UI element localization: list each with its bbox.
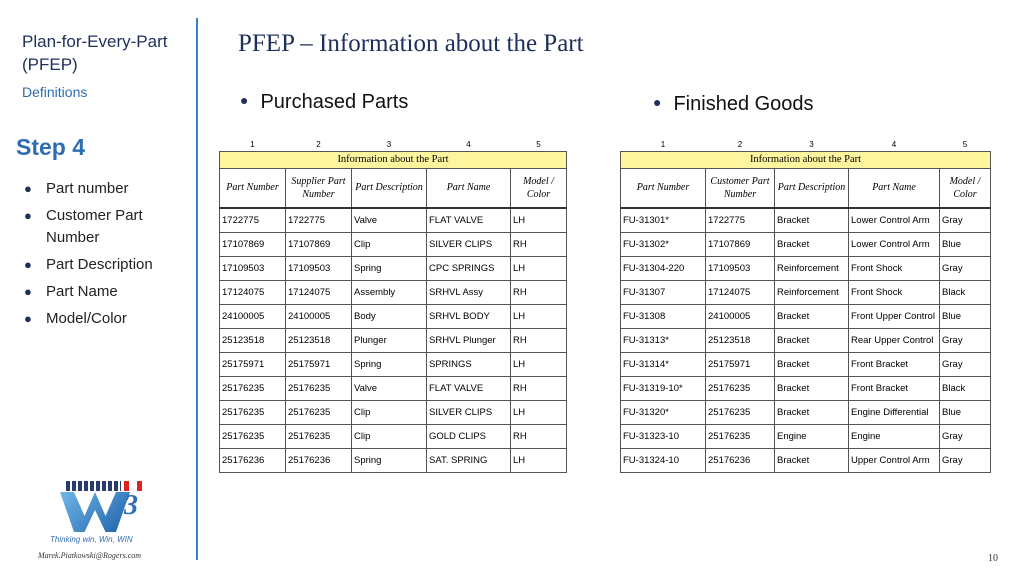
- table-cell: Plunger: [352, 328, 427, 352]
- table-row: [621, 448, 991, 472]
- table-row: [220, 400, 567, 424]
- left-panel: [0, 0, 197, 579]
- finished-goods-table: [620, 139, 991, 473]
- list-item-label: Customer Part Number: [46, 207, 143, 246]
- table-row: [621, 280, 991, 304]
- table-cell: FU-31323-10: [621, 424, 706, 448]
- table-cell: Spring: [352, 352, 427, 376]
- table-cell: LH: [511, 304, 567, 328]
- column-number: 1: [660, 140, 666, 150]
- table-cell: 25176235: [706, 376, 775, 400]
- author-email: Marek.Piatkowski@Rogers.com: [38, 551, 142, 560]
- step-label: Step 4: [16, 134, 86, 160]
- table-cell: SILVER CLIPS: [427, 400, 511, 424]
- table-cell: FU-31304-220: [621, 256, 706, 280]
- table-cell: FLAT VALVE: [427, 376, 511, 400]
- table-cell: SRHVL Plunger: [427, 328, 511, 352]
- definition-list: [22, 178, 194, 335]
- logo-3-mark: 3: [124, 490, 138, 521]
- table-cell: SILVER CLIPS: [427, 232, 511, 256]
- column-header: Part Description: [352, 168, 427, 208]
- table-row: [621, 376, 991, 400]
- table-row: [621, 424, 991, 448]
- table-cell: Rear Upper Control: [849, 328, 940, 352]
- column-number-row: [621, 139, 991, 151]
- table-row: [220, 232, 567, 256]
- table-row: [220, 328, 567, 352]
- column-number: 4: [891, 140, 897, 150]
- group-header-row: [220, 151, 567, 168]
- table-cell: Front Bracket: [849, 352, 940, 376]
- table-cell: 1722775: [706, 208, 775, 232]
- table-cell: Bracket: [775, 208, 849, 232]
- deck-subtitle: Definitions: [22, 84, 88, 100]
- column-header: Model / Color: [511, 168, 567, 208]
- table-cell: 17109503: [286, 256, 352, 280]
- deck-title: Plan-for-Every-Part (PFEP): [22, 32, 168, 74]
- table-cell: SAT. SPRING: [427, 448, 511, 472]
- table-cell: 17107869: [706, 232, 775, 256]
- table-cell: CPC SPRINGS: [427, 256, 511, 280]
- column-header: Part Description: [775, 168, 849, 208]
- table-cell: Bracket: [775, 352, 849, 376]
- group-header: Information about the Part: [621, 151, 991, 168]
- table-row: [220, 424, 567, 448]
- bullet-icon: ●: [24, 208, 32, 223]
- table-cell: SRHVL Assy: [427, 280, 511, 304]
- column-header-row: [220, 168, 567, 208]
- table-cell: 1722775: [286, 208, 352, 232]
- table-row: [621, 256, 991, 280]
- w-logo-icon: [60, 492, 130, 532]
- page-number: 10: [988, 553, 998, 564]
- table-cell: Front Shock: [849, 280, 940, 304]
- table-cell: Assembly: [352, 280, 427, 304]
- table-cell: RH: [511, 280, 567, 304]
- table-cell: 17107869: [286, 232, 352, 256]
- section-heading-label: Finished Goods: [673, 93, 814, 115]
- list-item-label: Part number: [46, 180, 129, 197]
- list-item-label: Part Name: [46, 283, 118, 300]
- table-cell: 17107869: [220, 232, 286, 256]
- table-cell: Reinforcement: [775, 256, 849, 280]
- table-cell: SPRINGS: [427, 352, 511, 376]
- table-cell: FU-31307: [621, 280, 706, 304]
- table-row: [220, 448, 567, 472]
- column-header: Part Name: [849, 168, 940, 208]
- table-cell: Engine: [775, 424, 849, 448]
- table-cell: GOLD CLIPS: [427, 424, 511, 448]
- column-number: 4: [466, 140, 471, 150]
- table-cell: Clip: [352, 424, 427, 448]
- bullet-icon: ●: [653, 94, 662, 110]
- table-row: [220, 208, 567, 232]
- column-number: 2: [737, 140, 743, 150]
- table-row: [220, 304, 567, 328]
- table-cell: Blue: [940, 232, 991, 256]
- table-cell: 25176235: [706, 400, 775, 424]
- table-cell: FU-31308: [621, 304, 706, 328]
- table-cell: SRHVL BODY: [427, 304, 511, 328]
- table-cell: 17124075: [220, 280, 286, 304]
- table-cell: 17109503: [220, 256, 286, 280]
- table-cell: RH: [511, 424, 567, 448]
- table-cell: Reinforcement: [775, 280, 849, 304]
- table-cell: Gray: [940, 328, 991, 352]
- table-cell: Bracket: [775, 400, 849, 424]
- table-cell: FU-31319-10*: [621, 376, 706, 400]
- table-cell: 25176235: [286, 400, 352, 424]
- table-cell: FU-31324-10: [621, 448, 706, 472]
- column-number: 3: [386, 140, 392, 150]
- group-header-row: [621, 151, 991, 168]
- table-cell: 25175971: [220, 352, 286, 376]
- table-cell: LH: [511, 400, 567, 424]
- table-cell: FU-31320*: [621, 400, 706, 424]
- table-cell: Body: [352, 304, 427, 328]
- table-cell: 25176236: [286, 448, 352, 472]
- table-cell: Blue: [940, 304, 991, 328]
- table-cell: Valve: [352, 208, 427, 232]
- table-cell: Bracket: [775, 232, 849, 256]
- table-cell: 25176235: [706, 424, 775, 448]
- column-header: Part Number: [621, 168, 706, 208]
- table-cell: FU-31314*: [621, 352, 706, 376]
- table-cell: 25176236: [706, 448, 775, 472]
- table-cell: Spring: [352, 256, 427, 280]
- table-cell: 25176235: [286, 424, 352, 448]
- table-row: [220, 352, 567, 376]
- column-number: 3: [809, 140, 814, 150]
- list-item: [22, 205, 194, 249]
- table-row: [621, 208, 991, 232]
- page-title: PFEP – Information about the Part: [238, 30, 584, 57]
- column-number-row: [220, 139, 567, 151]
- table-row: [621, 400, 991, 424]
- bullet-icon: ●: [24, 257, 32, 272]
- table-cell: Spring: [352, 448, 427, 472]
- table-row: [220, 256, 567, 280]
- table-cell: 25175971: [286, 352, 352, 376]
- bullet-icon: ●: [24, 181, 32, 196]
- list-item: [22, 254, 194, 276]
- table-row: [621, 232, 991, 256]
- table-cell: 25176236: [220, 448, 286, 472]
- table-row: [621, 328, 991, 352]
- table-cell: Clip: [352, 232, 427, 256]
- list-item-label: Model/Color: [46, 310, 127, 327]
- table-cell: FU-31313*: [621, 328, 706, 352]
- column-header: Model / Color: [940, 168, 991, 208]
- table-cell: Bracket: [775, 448, 849, 472]
- list-item: [22, 178, 194, 200]
- table-cell: 24100005: [706, 304, 775, 328]
- table-cell: 25123518: [286, 328, 352, 352]
- table-cell: LH: [511, 256, 567, 280]
- table-cell: RH: [511, 232, 567, 256]
- column-header: Customer Part Number: [706, 168, 775, 208]
- table-cell: RH: [511, 376, 567, 400]
- group-header: Information about the Part: [220, 151, 567, 168]
- table-cell: Engine Differential: [849, 400, 940, 424]
- bullet-icon: ●: [240, 92, 249, 108]
- column-header-row: [621, 168, 991, 208]
- table-cell: Gray: [940, 352, 991, 376]
- table-cell: Front Bracket: [849, 376, 940, 400]
- table-cell: Front Upper Control: [849, 304, 940, 328]
- section-heading-finished: [653, 93, 814, 116]
- table-cell: Gray: [940, 424, 991, 448]
- table-cell: Engine: [849, 424, 940, 448]
- table-cell: 24100005: [220, 304, 286, 328]
- table-cell: 25123518: [706, 328, 775, 352]
- table-cell: RH: [511, 328, 567, 352]
- logo-tagline: Thinking win, Win, WIN: [50, 535, 133, 544]
- section-heading-purchased: [240, 91, 408, 114]
- column-header: Part Number: [220, 168, 286, 208]
- table-cell: Lower Control Arm: [849, 208, 940, 232]
- table-cell: Clip: [352, 400, 427, 424]
- table-row: [621, 304, 991, 328]
- table-cell: 17109503: [706, 256, 775, 280]
- table-cell: 25176235: [220, 400, 286, 424]
- list-item-label: Part Description: [46, 256, 153, 273]
- w3-logo: [52, 478, 152, 538]
- table-cell: Gray: [940, 208, 991, 232]
- list-item: [22, 281, 194, 303]
- table-cell: Bracket: [775, 304, 849, 328]
- table-cell: 25123518: [220, 328, 286, 352]
- table-cell: 17124075: [706, 280, 775, 304]
- table-cell: Upper Control Arm: [849, 448, 940, 472]
- table-cell: Black: [940, 376, 991, 400]
- section-heading-label: Purchased Parts: [260, 91, 409, 113]
- table-row: [220, 376, 567, 400]
- table-cell: FLAT VALVE: [427, 208, 511, 232]
- column-header: Supplier Part Number: [286, 168, 352, 208]
- column-header: Part Name: [427, 168, 511, 208]
- table-cell: 25176235: [220, 376, 286, 400]
- us-flag-icon: [66, 481, 121, 491]
- table-cell: Gray: [940, 256, 991, 280]
- table-cell: LH: [511, 208, 567, 232]
- bullet-icon: ●: [24, 311, 32, 326]
- table-row: [220, 280, 567, 304]
- table-row: [621, 352, 991, 376]
- table-cell: Gray: [940, 448, 991, 472]
- table-cell: Lower Control Arm: [849, 232, 940, 256]
- list-item: [22, 308, 194, 330]
- table-cell: 25176235: [220, 424, 286, 448]
- purchased-parts-table: [219, 139, 567, 473]
- table-cell: Black: [940, 280, 991, 304]
- table-cell: 25176235: [286, 376, 352, 400]
- table-cell: 24100005: [286, 304, 352, 328]
- column-number: 5: [536, 140, 541, 150]
- table-cell: Valve: [352, 376, 427, 400]
- table-cell: 25175971: [706, 352, 775, 376]
- table-cell: FU-31302*: [621, 232, 706, 256]
- divider-line: [196, 18, 198, 560]
- column-number: 2: [316, 140, 321, 150]
- table-cell: LH: [511, 448, 567, 472]
- table-cell: Bracket: [775, 328, 849, 352]
- table-cell: LH: [511, 352, 567, 376]
- column-number: 5: [962, 140, 968, 150]
- bullet-icon: ●: [24, 284, 32, 299]
- table-cell: FU-31301*: [621, 208, 706, 232]
- table-cell: 1722775: [220, 208, 286, 232]
- table-cell: Blue: [940, 400, 991, 424]
- column-number: 1: [250, 140, 255, 150]
- table-cell: Bracket: [775, 376, 849, 400]
- table-cell: Front Shock: [849, 256, 940, 280]
- table-cell: 17124075: [286, 280, 352, 304]
